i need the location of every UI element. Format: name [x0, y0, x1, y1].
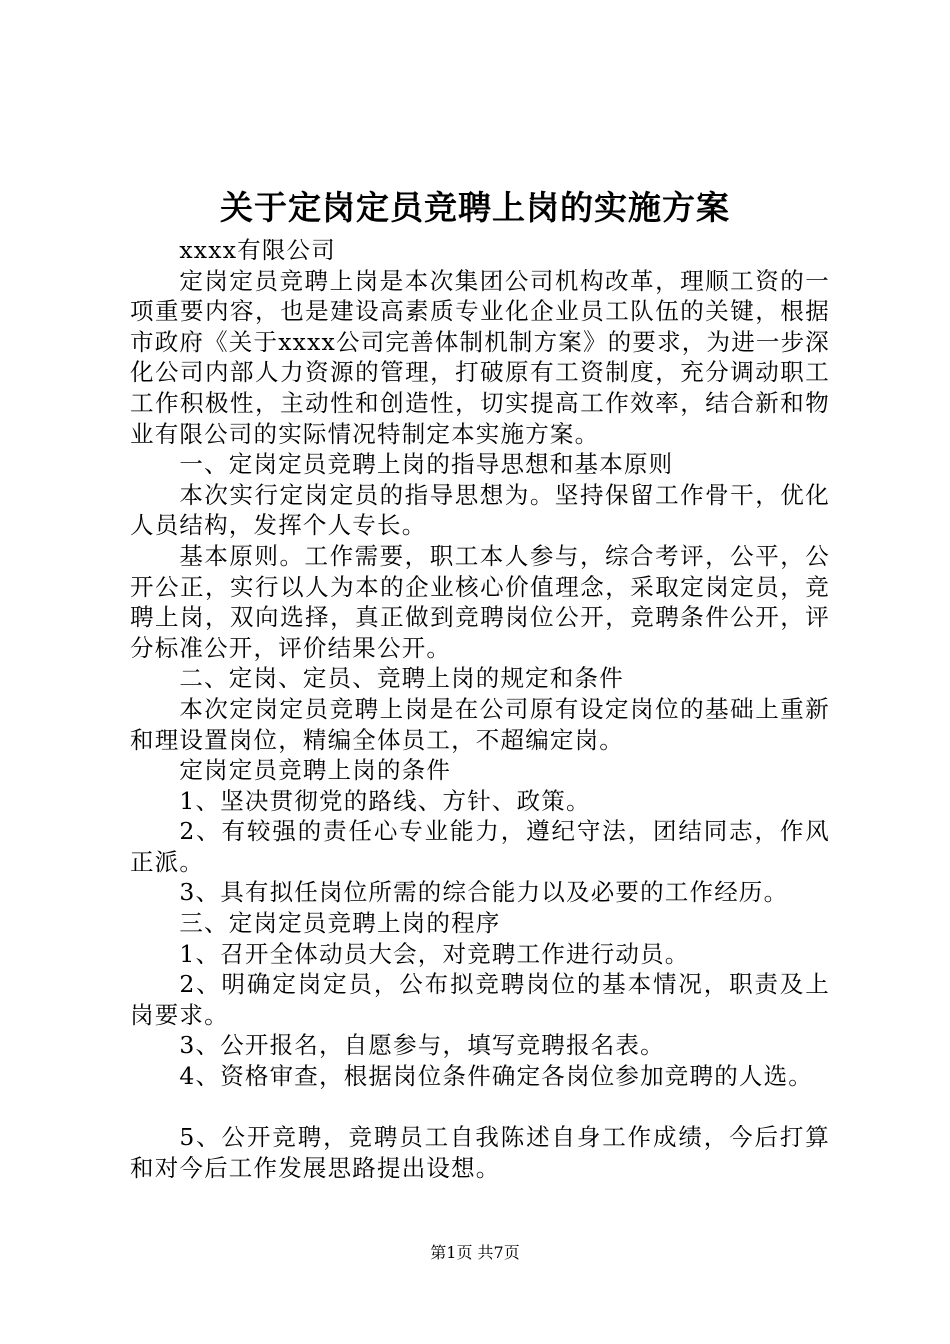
guiding-thought-paragraph: 本次实行定岗定员的指导思想为。坚持保留工作骨干，优化人员结构，发挥个人专长。 — [130, 480, 830, 540]
company-name: xxxx有限公司 — [179, 236, 336, 264]
document-body — [130, 235, 830, 1183]
conditions-heading: 定岗定员竞聘上岗的条件 — [179, 756, 452, 785]
document-title: 关于定岗定员竞聘上岗的实施方案 — [220, 188, 730, 227]
procedure-item-4: 4、资格审查，根据岗位条件确定各岗位参加竞聘的人选。 — [179, 1062, 813, 1091]
condition-item-2: 2、有较强的责任心专业能力，遵纪守法，团结同志，作风正派。 — [130, 817, 830, 876]
procedure-item-5: 5、公开竞聘，竞聘员工自我陈述自身工作成绩，今后打算和对今后工作发展思路提出设想。 — [130, 1123, 830, 1182]
rules-paragraph: 本次定岗定员竞聘上岗是在公司原有设定岗位的基础上重新和理设置岗位，精编全体员工，不超编定岗。 — [130, 694, 830, 754]
section-heading-3: 三、定岗定员竞聘上岗的程序 — [179, 909, 501, 938]
intro-paragraph: 定岗定员竞聘上岗是本次集团公司机构改革，理顺工资的一项重要内容，也是建设高素质专业化企业员工队伍的关键，根据市政府《关于xxxx公司完善体制机制方案》的要求，为进一步深化公司内部人力资源的管理，打破原有工资制度，充分调动职工工作积极性，主动性和创造性，切实提高工作效率，结合新和物业有限公司的实际情况特制定本实施方案。 — [130, 266, 831, 448]
condition-item-3: 3、具有拟任岗位所需的综合能力以及必要的工作经历。 — [179, 878, 789, 907]
page-footer: 第1页 共7页 — [430, 1243, 520, 1262]
basic-principle-paragraph: 基本原则。工作需要，职工本人参与，综合考评，公平，公开公正，实行以人为本的企业核心价值理念，采取定岗定员，竞聘上岗，双向选择，真正做到竞聘岗位公开，竞聘条件公开，评分标准公开，评价结果公开。 — [130, 541, 830, 662]
procedure-item-3: 3、公开报名，自愿参与，填写竞聘报名表。 — [179, 1031, 665, 1060]
condition-item-1: 1、坚决贯彻党的路线、方针、政策。 — [179, 786, 591, 815]
procedure-item-2: 2、明确定岗定员，公布拟竞聘岗位的基本情况，职责及上岗要求。 — [130, 970, 830, 1029]
section-heading-2: 二、定岗、定员、竞聘上岗的规定和条件 — [179, 664, 624, 693]
section-heading-1: 一、定岗定员竞聘上岗的指导思想和基本原则 — [179, 450, 674, 479]
procedure-item-1: 1、召开全体动员大会，对竞聘工作进行动员。 — [179, 939, 690, 968]
